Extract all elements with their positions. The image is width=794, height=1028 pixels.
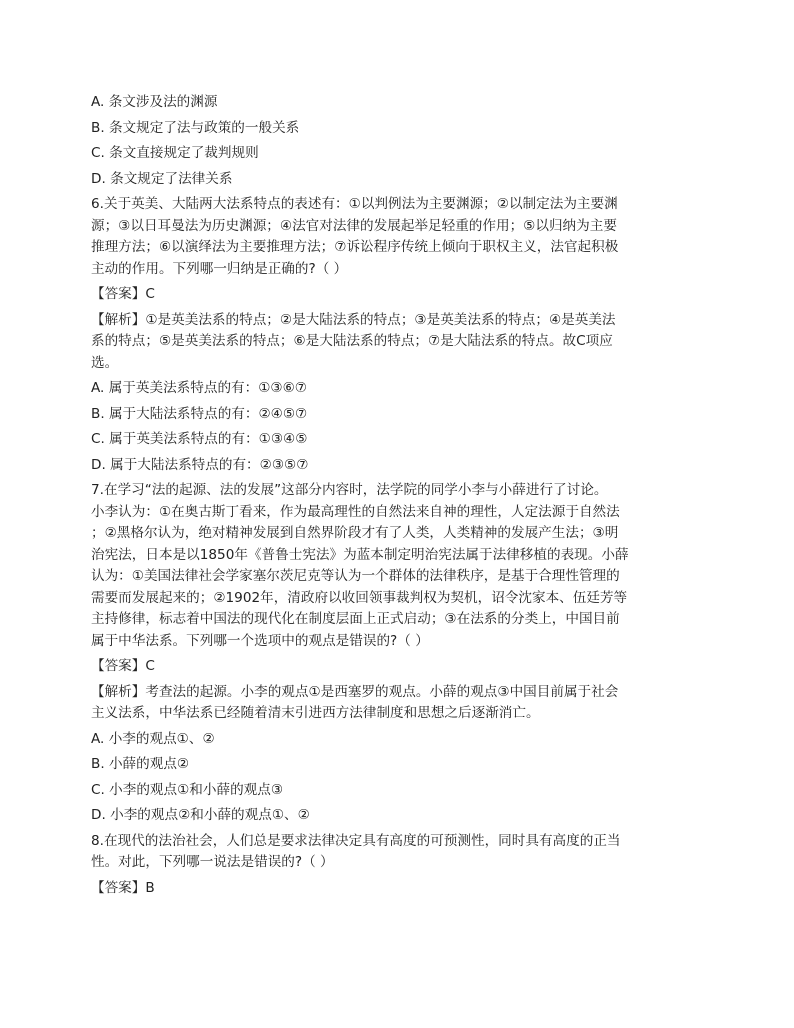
q7-stem-line-2: 小李认为：①在奥古斯丁看来，作为最高理性的自然法来自神的理性，人定法源于自然法 — [91, 503, 620, 520]
q7-stem-line-8: 属于中华法系。下列哪一个选项中的观点是错误的?（ ） — [91, 632, 429, 649]
q6-explain-line-2: 系的特点；⑤是英美法系的特点；⑥是大陆法系的特点；⑦是大陆法系的特点。故C项应 — [91, 333, 613, 349]
q5-option-b: B. 条文规定了法与政策的一般关系 — [91, 119, 300, 136]
q6-stem-line-1: 6.关于英美、大陆两大法系特点的表述有：①以判例法为主要渊源；②以制定法为主要渊 — [91, 196, 618, 212]
q6-explain-line-3: 选。 — [91, 354, 119, 371]
q5-options — [91, 92, 703, 190]
q7-stem-line-1: 7.在学习“法的起源、法的发展”这部分内容时，法学院的同学小李与小薛进行了讨论。 — [91, 482, 608, 498]
q8-stem-line-1: 8.在现代的法治社会，人们总是要求法律决定具有高度的可预测性，同时具有高度的正当 — [91, 832, 621, 849]
q7-explanation — [91, 682, 703, 725]
question-8 — [91, 831, 703, 900]
q6-option-b: B. 属于大陆法系特点的有：②④⑤⑦ — [91, 405, 308, 422]
q6-option-c: C. 属于英美法系特点的有：①③④⑤ — [91, 431, 308, 447]
q7-option-b: B. 小薛的观点② — [91, 756, 190, 772]
q7-option-d: D. 小李的观点②和小薛的观点①、② — [91, 807, 310, 823]
q8-answer: 【答案】B — [91, 879, 155, 896]
q5-option-a: A. 条文涉及法的渊源 — [91, 94, 218, 110]
q5-option-d: D. 条文规定了法律关系 — [91, 170, 233, 187]
document-content — [91, 92, 703, 899]
q6-stem-line-3: 推理方法；⑥以演绎法为主要推理方法；⑦诉讼程序传统上倾向于职权主义，法官起积极 — [91, 239, 619, 255]
question-6 — [91, 194, 703, 476]
q7-stem-line-5: 认为：①美国法律社会学家塞尔茨尼克等认为一个群体的法律秩序，是基于合理性管理的 — [91, 568, 620, 584]
q6-option-d: D. 属于大陆法系特点的有：②③⑤⑦ — [91, 456, 309, 473]
q8-stem-line-2: 性。对此，下列哪一说法是错误的?（ ） — [91, 854, 334, 870]
q7-stem-line-3: ；②黑格尔认为，绝对精神发展到自然界阶段才有了人类，人类精神的发展产生法；③明 — [91, 525, 619, 541]
q7-answer: 【答案】C — [91, 658, 155, 674]
q6-explain-line-1: 【解析】①是英美法系的特点；②是大陆法系的特点；③是英美法系的特点；④是英美法 — [91, 311, 616, 328]
q7-option-c: C. 小李的观点①和小薛的观点③ — [91, 781, 284, 798]
q6-answer: 【答案】C — [91, 286, 155, 302]
q7-explain-line-2: 主义法系，中华法系已经随着清末引进西方法律制度和思想之后逐渐消亡。 — [91, 705, 540, 721]
q7-stem-line-6: 需要而发展起来的；②1902年，清政府以收回领事裁判权为契机，诏令沈家本、伍廷芳等 — [91, 589, 628, 606]
q7-option-a: A. 小李的观点①、② — [91, 730, 215, 747]
question-7 — [91, 480, 703, 827]
q6-stem-line-2: 源；③以日耳曼法为历史渊源；④法官对法律的发展起举足轻重的作用；⑤以归纳为主要 — [91, 217, 617, 234]
q7-stem-line-4: 治宪法，日本是以1850年《普鲁士宪法》为蓝本制定明治宪法属于法律移植的表现。小薛 — [91, 546, 629, 563]
q5-option-c: C. 条文直接规定了裁判规则 — [91, 145, 259, 161]
q7-stem-line-7: 主持修律，标志着中国法的现代化在制度层面上正式启动；③在法系的分类上，中国目前 — [91, 611, 620, 627]
q6-option-a: A. 属于英美法系特点的有：①③⑥⑦ — [91, 380, 307, 396]
q6-explanation — [91, 310, 703, 375]
q6-stem-line-4: 主动的作用。下列哪一归纳是正确的?（ ） — [91, 260, 348, 277]
q7-explain-line-1: 【解析】考查法的起源。小李的观点①是西塞罗的观点。小薛的观点③中国目前属于社会 — [91, 683, 619, 700]
